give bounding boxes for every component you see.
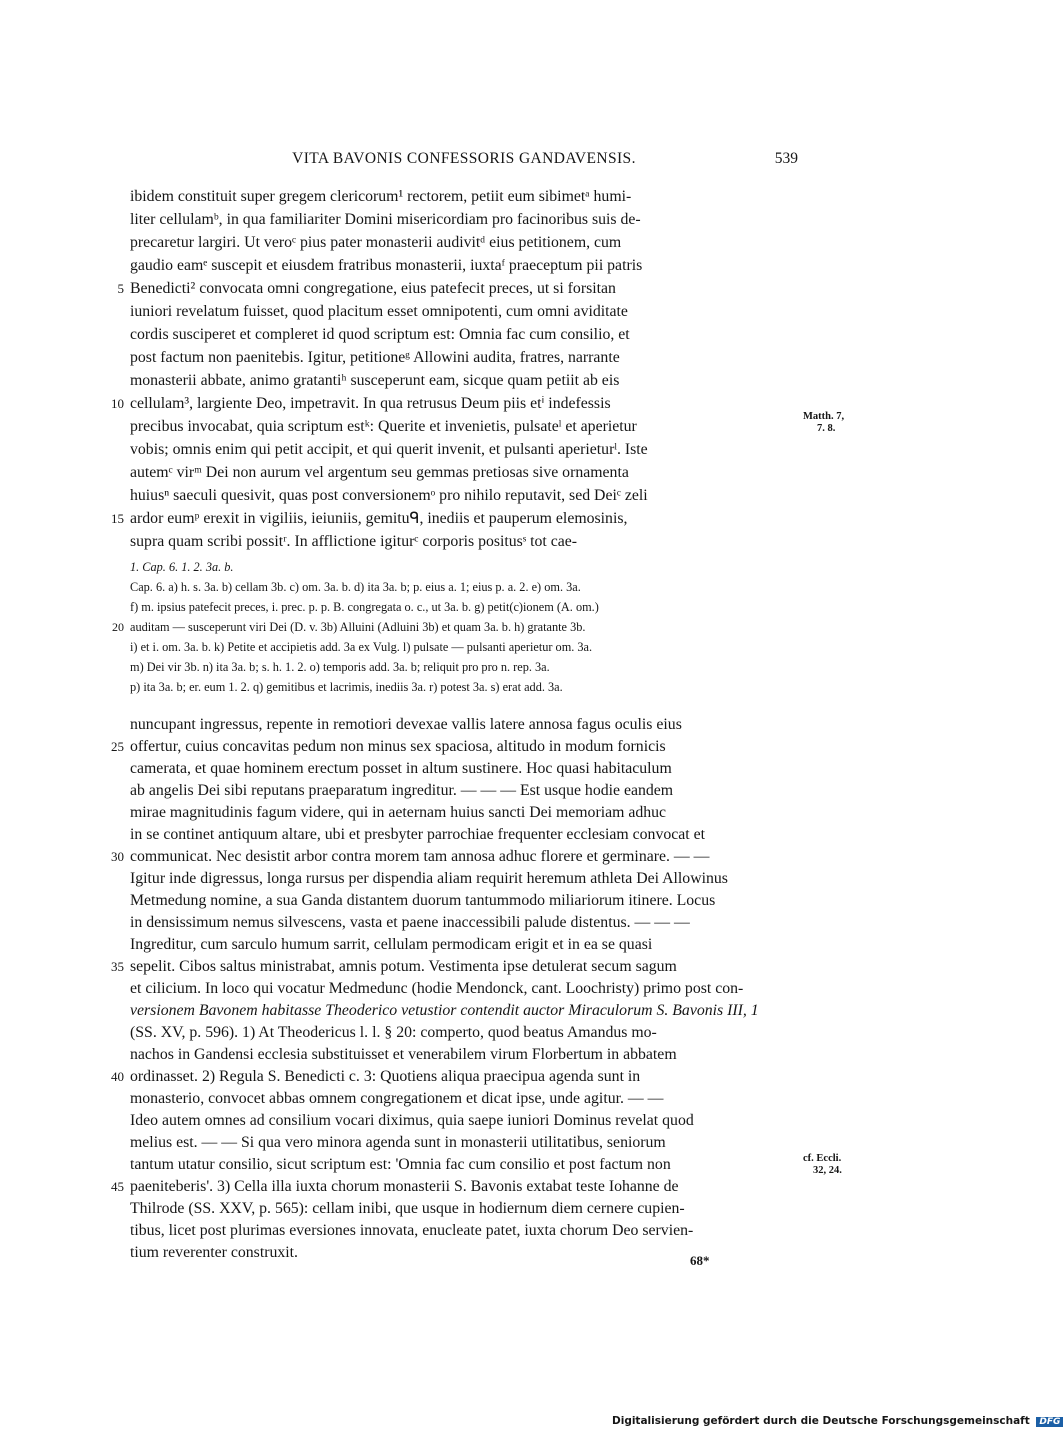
line-number: 40 — [111, 1069, 124, 1084]
commentary-line: melius est. — — Si qua vero minora agenda sunt in monasterii utilitatibus, seniorum — [130, 1134, 666, 1151]
commentary-line: camerata, et quae hominem erectum posset in altum sustinere. Hoc quasi habitaculum — [130, 760, 672, 777]
text-line: precaretur largiri. Ut veroᶜ pius pater monasterii audivitᵈ eius petitionem, cum — [130, 234, 622, 251]
line-number: 10 — [111, 396, 124, 411]
commentary-line: (SS. XV, p. 596). 1) At Theodericus l. l. § 20: comperto, quod beatus Amandus mo- — [130, 1024, 657, 1041]
commentary-line: tantum utatur consilio, sicut scriptum est: 'Omnia fac cum consilio et post factum non — [130, 1156, 671, 1173]
commentary-line: tium reverenter construxit. — [130, 1244, 299, 1261]
text-line: cordis susciperet et compleret id quod scriptum est: Omnia fac cum consilio, et — [130, 326, 630, 343]
commentary-line: offertur, cuius concavitas pedum non minus sex spaciosa, altitudo in modum fornicis — [130, 738, 666, 755]
apparatus-line: auditam — susceperunt viri Dei (D. v. 3b) Alluini (Adluini 3b) et quam 3a. b. h) gratante 3b. — [130, 620, 586, 634]
commentary-line: Ideo autem omnes ad consilium vocari diximus, quia saepe iuniori Dominus revelat quod — [130, 1112, 694, 1129]
apparatus-line: m) Dei vir 3b. n) ita 3a. b; s. h. 1. 2. o) temporis add. 3a. b; reliquit pro pro n. rep. 3a. — [130, 660, 550, 674]
apparatus-line: 1. Cap. 6. 1. 2. 3a. b. — [130, 560, 234, 574]
text-line: monasterii abbate, animo gratantiʰ susceperunt eam, sicque quam petiit ab eis — [130, 372, 620, 389]
commentary-line: mirae magnitudinis fagum videre, qui in aeternam huius sancti Dei memoriam adhuc — [130, 804, 667, 821]
commentary-line: communicat. Nec desistit arbor contra morem tam annosa adhuc florere et germinare. — — — [130, 848, 710, 865]
text-line: ardor eumᵖ erexit in vigiliis, ieiuniis, gemituᑫ, inediis et pauperum elemosinis, — [130, 510, 628, 527]
apparatus-line: i) et i. om. 3a. b. k) Petite et accipietis add. 3a ex Vulg. l) pulsate — pulsanti aperietur om. 3a. — [130, 640, 593, 654]
line-number: 25 — [111, 739, 124, 754]
dfg-logo-icon: DFG — [1036, 1417, 1063, 1427]
text-line: post factum non paenitebis. Igitur, petitioneᵍ Allowini audita, fratres, narrante — [130, 349, 620, 366]
text-line: supra quam scribi possitʳ. In afflictione igiturᶜ corporis positusˢ tot cae- — [130, 533, 578, 550]
text-line: autemᶜ virᵐ Dei non aurum vel argentum seu gemmas pretiosas sive ornamenta — [130, 464, 629, 481]
text-line: gaudio eamᵉ suscepit et eiusdem fratribus monasterii, iuxtaᶠ praeceptum pii patris — [130, 257, 643, 274]
page-title: VITA BAVONIS CONFESSORIS GANDAVENSIS. — [292, 150, 636, 167]
apparatus-line: f) m. ipsius patefecit preces, i. prec. p. p. B. congregata o. c., ut 3a. b. g) petit(c)ionem (A. om.) — [130, 600, 599, 614]
line-number: 35 — [111, 959, 124, 974]
text-line: vobis; omnis enim qui petit accipit, et qui querit invenit, et pulsanti aperieturˡ. Iste — [130, 441, 648, 458]
text-line: cellulam³, largiente Deo, impetravit. In qua retrusus Deum piis etⁱ indefessis — [130, 395, 611, 412]
margin-reference: 7. 8. — [817, 423, 836, 434]
running-header — [130, 150, 798, 176]
commentary-line: et cilicium. In loco qui vocatur Medmedunc (hodie Mendonck, cant. Loochristy) primo post con- — [130, 980, 744, 997]
text-line: ibidem constituit super gregem clericorum¹ rectorem, petiit eum sibimetᵃ humi- — [130, 188, 632, 205]
commentary-line: tibus, licet post plurimas eversiones innovata, enucleate patet, iuxta chorum Deo servien- — [130, 1222, 694, 1239]
line-number: 5 — [117, 281, 124, 296]
commentary-line: sepelit. Cibos saltus ministrabat, amnis potum. Vestimenta ipse detulerat secum sagum — [130, 958, 677, 975]
line-number: 20 — [112, 620, 124, 634]
commentary-line: Metmedung nomine, a sua Ganda distantem duorum tantummodo miliariorum itinere. Locus — [130, 892, 716, 909]
commentary-line: paeniteberis'. 3) Cella illa iuxta chorum monasterii S. Bavonis extabat teste Iohanne de — [130, 1178, 679, 1195]
margin-reference: Matth. 7, — [803, 411, 845, 422]
line-number: 15 — [111, 511, 124, 526]
apparatus-line: Cap. 6. a) h. s. 3a. b) cellam 3b. c) om. 3a. b. d) ita 3a. b; p. eius a. 1; eius p. a. 2. e) om. 3a. — [130, 580, 581, 594]
credit-text: Digitalisierung gefördert durch die Deutsche Forschungsgemeinschaft — [612, 1415, 1030, 1427]
commentary-line: in se continet antiquum altare, ubi et presbyter parrochiae frequenter ecclesiam convocat et — [130, 826, 706, 843]
margin-reference: 32, 24. — [813, 1165, 842, 1176]
commentary-line: Igitur inde digressus, longa rursus per dispendia aliam requirit heremum athleta Dei Allowinus — [130, 870, 728, 887]
margin-reference: cf. Eccli. — [803, 1153, 842, 1164]
signature-mark: 68* — [690, 1253, 710, 1268]
commentary-line: nuncupant ingressus, repente in remotiori devexae vallis latere annosa fagus oculis eius — [130, 716, 682, 733]
commentary-line: nachos in Gandensi ecclesia substituisset et venerabilem virum Florbertum in abbatem — [130, 1046, 677, 1063]
commentary-line: monasterio, convocet abbas omnem congregationem et dicat ipse, unde agitur. — — — [130, 1090, 664, 1107]
text-line: huiusⁿ saeculi quesivit, quas post conversionemᵒ pro nihilo reputavit, sed Deiᶜ zeli — [130, 487, 648, 504]
text-line: iuniori revelatum fuisset, quod placitum esset omnipotenti, cum omni aviditate — [130, 303, 628, 320]
page-number: 539 — [774, 150, 798, 167]
commentary-line: versionem Bavonem habitasse Theoderico vetustior contendit auctor Miraculorum S. Bavonis III, 1 — [130, 1002, 759, 1019]
line-number: 30 — [111, 849, 124, 864]
commentary-line: Ingreditur, cum sarculo humum sarrit, cellulam permodicam erigit et in ea se quasi — [130, 936, 653, 953]
commentary-line: in densissimum nemus silvescens, vasta et paene inaccessibili palude distentus. — — — — [130, 914, 690, 931]
commentary-line: Thilrode (SS. XXV, p. 565): cellam inibi, que usque in hodiernum diem cernere cupien- — [130, 1200, 685, 1217]
footer-credit — [612, 1415, 1063, 1427]
text-line: liter cellulamᵇ, in qua familiariter Domini misericordiam pro facinoribus suis de- — [130, 211, 641, 228]
text-line: Benedicti² convocata omni congregatione, eius patefecit preces, ut si forsitan — [130, 280, 616, 297]
text-line: precibus invocabat, quia scriptum estᵏ: Querite et invenietis, pulsateˡ et aperietur — [130, 418, 637, 435]
commentary-line: ab angelis Dei sibi reputans praeparatum ingreditur. — — — Est usque hodie eandem — [130, 782, 674, 799]
line-number: 45 — [111, 1179, 124, 1194]
apparatus-line: p) ita 3a. b; er. eum 1. 2. q) gemitibus et lacrimis, inediis 3a. r) potest 3a. s) erat add. 3a. — [130, 680, 563, 694]
commentary-line: ordinasset. 2) Regula S. Benedicti c. 3: Quotiens aliqua praecipua agenda sunt in — [130, 1068, 641, 1085]
